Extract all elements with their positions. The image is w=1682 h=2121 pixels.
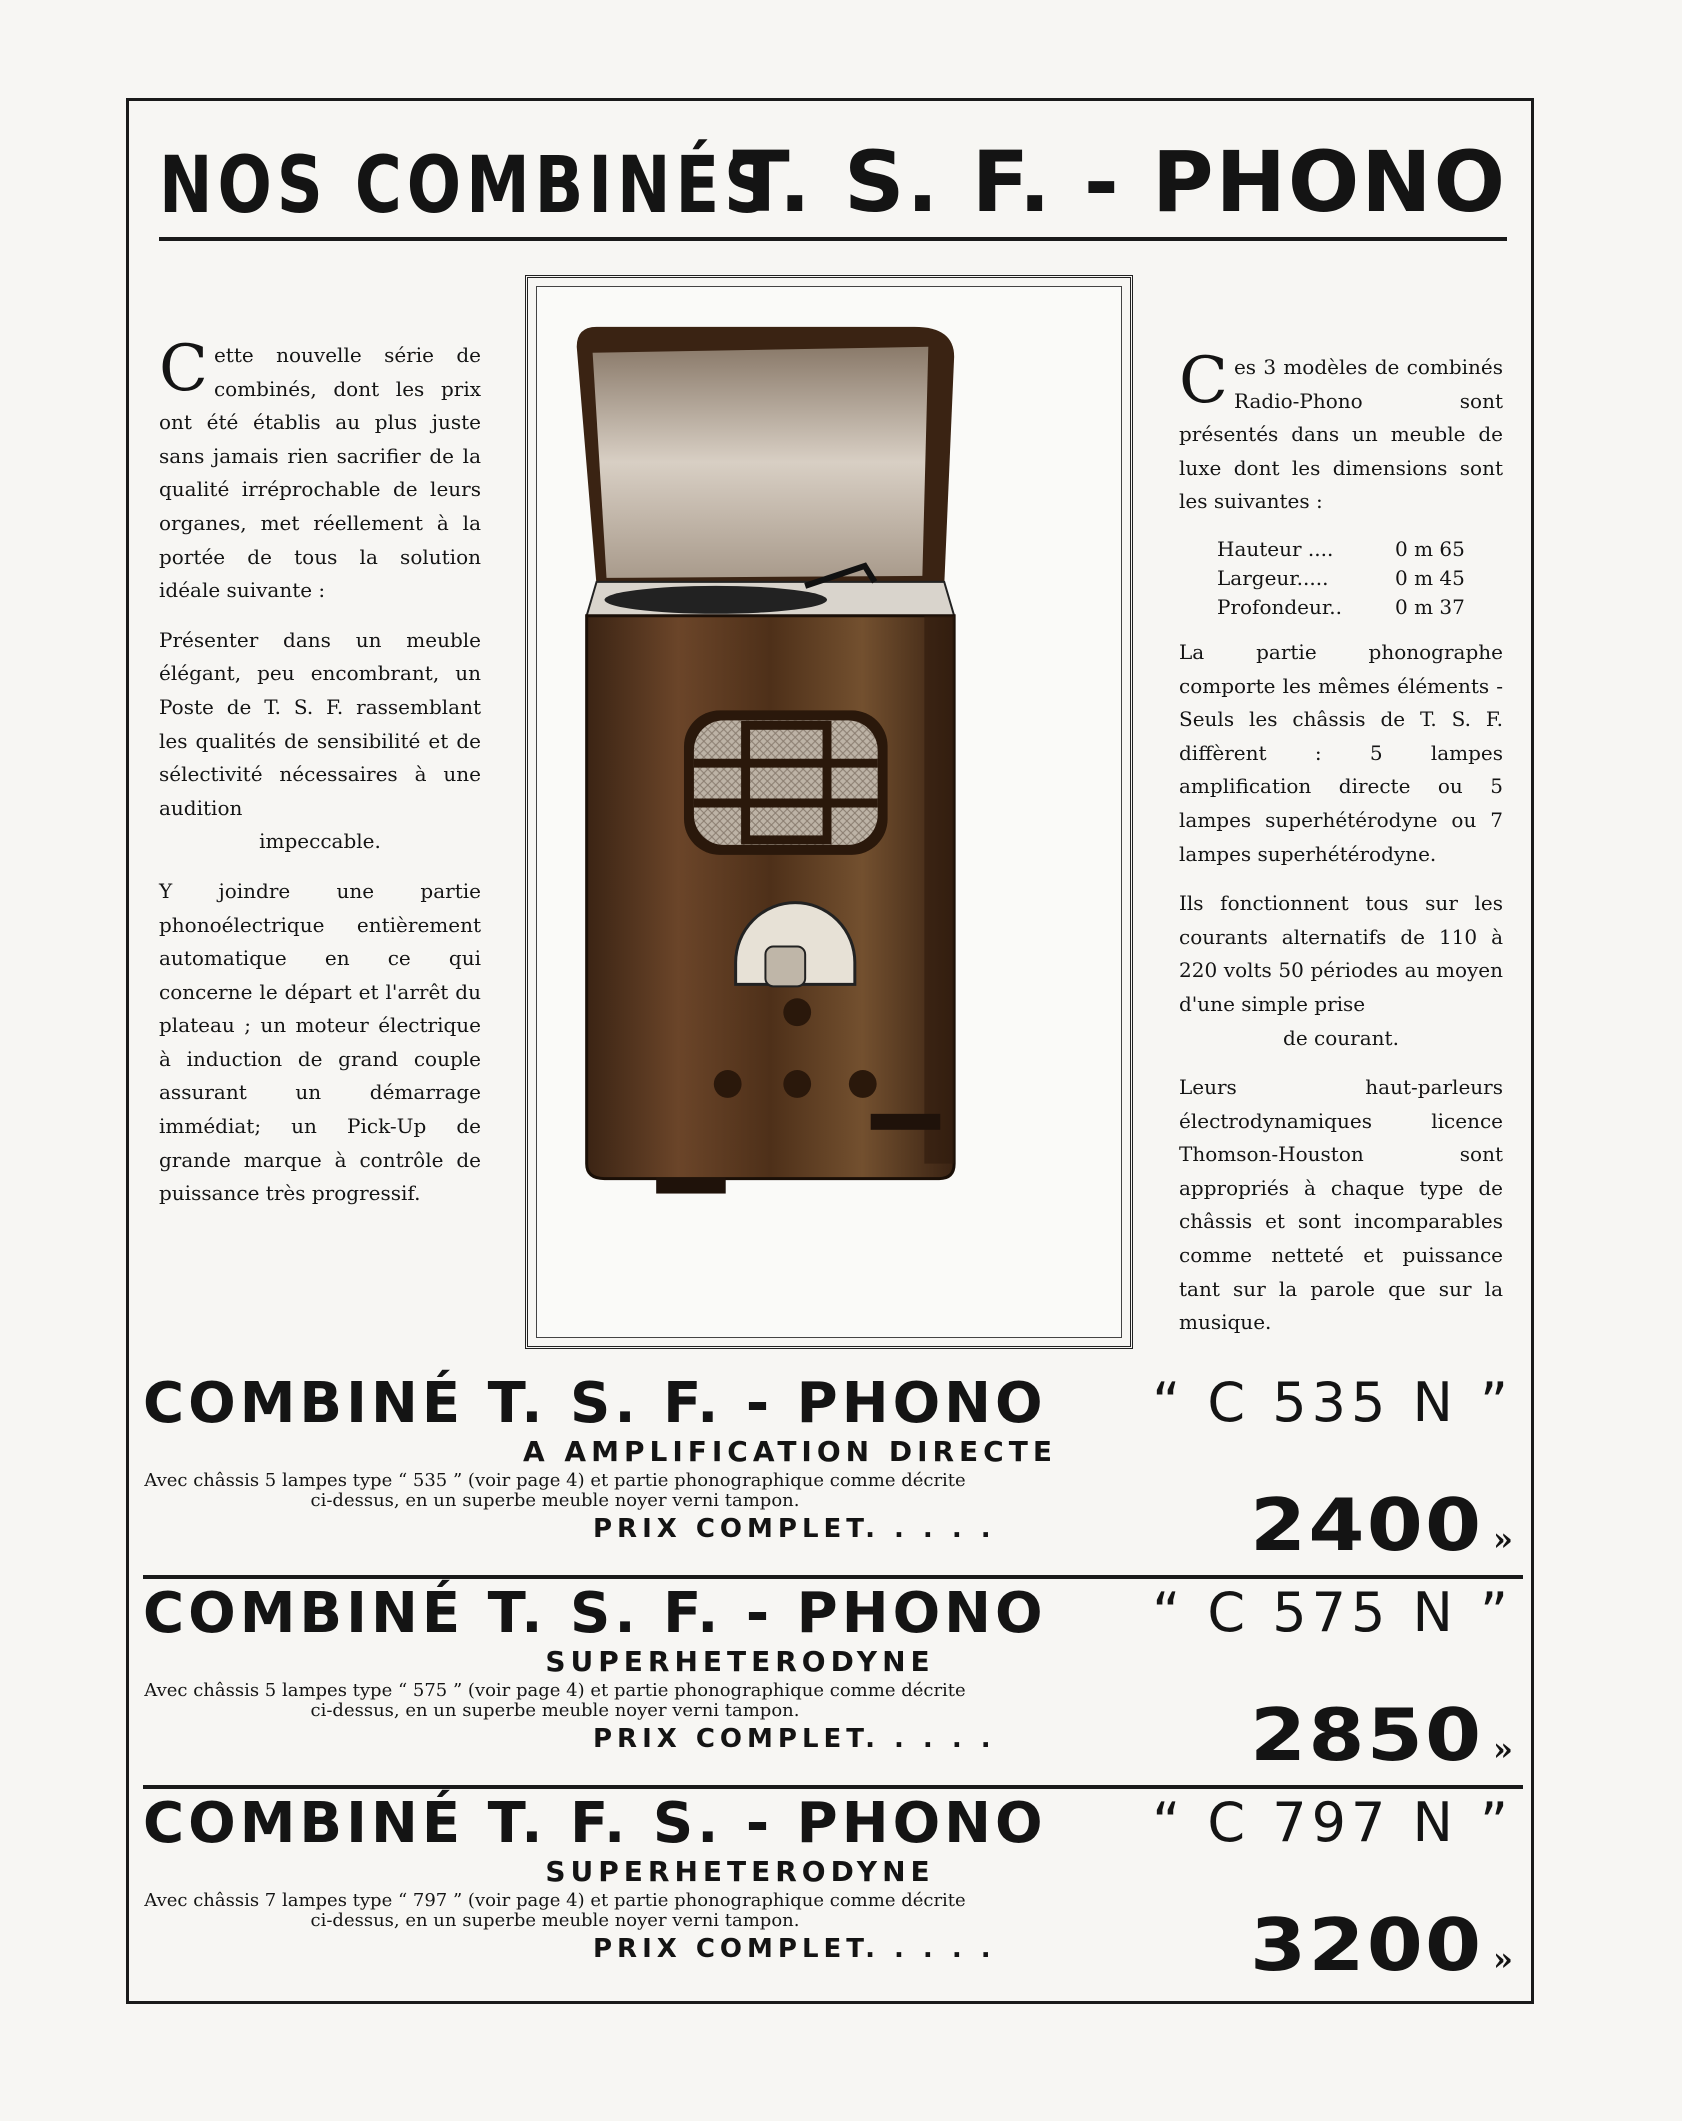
offer-price	[1249, 1903, 1513, 1987]
dimension-row	[1217, 535, 1503, 564]
title-rule	[159, 237, 1507, 241]
left-paragraph-2	[159, 624, 481, 859]
dimension-value: 0 m 65	[1395, 536, 1465, 561]
dimension-label: Hauteur ....	[1217, 536, 1334, 561]
offer-price-value: 3200	[1249, 1903, 1483, 1987]
offer-subtitle: SUPERHETERODYNE	[545, 1855, 935, 1888]
product-photo-frame	[525, 275, 1133, 1349]
right-paragraph-3-end: de courant.	[1283, 1025, 1399, 1050]
offer-subtitle: A AMPLIFICATION DIRECTE	[523, 1435, 1057, 1468]
left-paragraph-3: Y joindre une partie phonoélectrique entièrement automatique en ce qui concerne le départ et l'arrêt du plateau ; un moteur électrique à induction de grand couple assurant un démarrage immédiat; un Pick-Up de grande marque à contrôle de puissance très progressif.	[159, 878, 481, 1206]
offer-description: Avec châssis 7 lampes type “ 797 ” (voir page 4) et partie phonographique comme décrite ci-dessus, en un superbe meuble noyer verni tampon.	[144, 1890, 966, 1931]
offer-price	[1249, 1693, 1513, 1777]
catalogue-page	[126, 98, 1534, 2004]
radio-phonograph-photo	[536, 286, 1122, 1338]
offer-price-label: PRIX COMPLET. . . . .	[593, 1514, 996, 1544]
offer-c797n	[143, 1791, 1523, 1991]
left-paragraph-2-text: Présenter dans un meuble élégant, peu encombrant, un Poste de T. S. F. rassemblant les qualités de sensibilité et de sélectivité nécessaires à une audition	[159, 627, 481, 820]
dimension-row	[1217, 593, 1503, 622]
left-column	[159, 332, 481, 1227]
dimension-label: Largeur.....	[1217, 565, 1329, 590]
radio-cabinet-illustration	[537, 287, 1121, 1337]
dimension-row	[1217, 564, 1503, 593]
drop-cap: C	[1179, 344, 1228, 418]
offer-subtitle: SUPERHETERODYNE	[545, 1645, 935, 1678]
left-paragraph-1-text: ette nouvelle série de combinés, dont les prix ont été établis au plus juste sans jamais rien sacrifier de la qualité irréprochable de leurs organes, met réellement à la portée de tous la solution idéale suivante :	[159, 343, 481, 603]
left-paragraph-1	[159, 332, 481, 608]
offer-code: “ C 535 N ”	[1152, 1371, 1513, 1434]
offer-price-suffix: »	[1493, 1730, 1513, 1768]
offer-price-label: PRIX COMPLET. . . . .	[593, 1934, 996, 1964]
offer-code: “ C 797 N ”	[1152, 1791, 1513, 1854]
title-left: NOS COMBINÉS	[159, 141, 776, 231]
title-right: T. S. F. - PHONO	[732, 133, 1507, 231]
offer-price-label: PRIX COMPLET. . . . .	[593, 1724, 996, 1754]
offer-price-value: 2400	[1249, 1483, 1483, 1567]
offer-description: Avec châssis 5 lampes type “ 575 ” (voir page 4) et partie phonographique comme décrite ci-dessus, en un superbe meuble noyer verni tampon.	[144, 1680, 966, 1721]
offer-price-suffix: »	[1493, 1940, 1513, 1978]
left-paragraph-2-end: impeccable.	[259, 829, 381, 854]
right-paragraph-2: La partie phonographe comporte les mêmes éléments - Seuls les châssis de T. S. F. diffèrent : 5 lampes amplification directe ou 5 lampes superhétérodyne ou 7 lampes superhétérodyne.	[1179, 639, 1503, 866]
offer-divider	[143, 1575, 1523, 1579]
right-paragraph-3	[1179, 887, 1503, 1055]
offer-c535n	[143, 1371, 1523, 1571]
page-title	[159, 133, 1507, 231]
offer-name: COMBINÉ T. F. S. - PHONO	[143, 1791, 1047, 1856]
dimension-value: 0 m 45	[1395, 565, 1465, 590]
offer-name: COMBINÉ T. S. F. - PHONO	[143, 1581, 1047, 1646]
right-paragraph-3-text: Ils fonctionnent tous sur les courants alternatifs de 110 à 220 volts 50 périodes au moyen d'une simple prise	[1179, 891, 1503, 1016]
right-paragraph-1	[1179, 344, 1503, 519]
offer-c575n	[143, 1581, 1523, 1781]
offer-price	[1249, 1483, 1513, 1567]
offer-price-value: 2850	[1249, 1693, 1483, 1777]
offer-price-suffix: »	[1493, 1520, 1513, 1558]
offer-description: Avec châssis 5 lampes type “ 535 ” (voir page 4) et partie phonographique comme décrite ci-dessus, en un superbe meuble noyer verni tampon.	[144, 1470, 966, 1511]
right-paragraph-1-text: es 3 modèles de combinés Radio-Phono sont présentés dans un meuble de luxe dont les dimensions sont les suivantes :	[1179, 355, 1503, 514]
dimension-label: Profondeur..	[1217, 594, 1342, 619]
offer-code: “ C 575 N ”	[1152, 1581, 1513, 1644]
offer-divider	[143, 1785, 1523, 1789]
drop-cap: C	[159, 332, 208, 406]
right-paragraph-4: Leurs haut-parleurs électrodynamiques licence Thomson-Houston sont appropriés à chaque type de châssis et sont incomparables comme netteté et puissance tant sur la parole que sur la musique.	[1179, 1075, 1503, 1335]
dimensions-table	[1217, 535, 1503, 622]
offer-name: COMBINÉ T. S. F. - PHONO	[143, 1371, 1047, 1436]
dimension-value: 0 m 37	[1395, 594, 1465, 619]
right-column	[1179, 344, 1503, 1356]
